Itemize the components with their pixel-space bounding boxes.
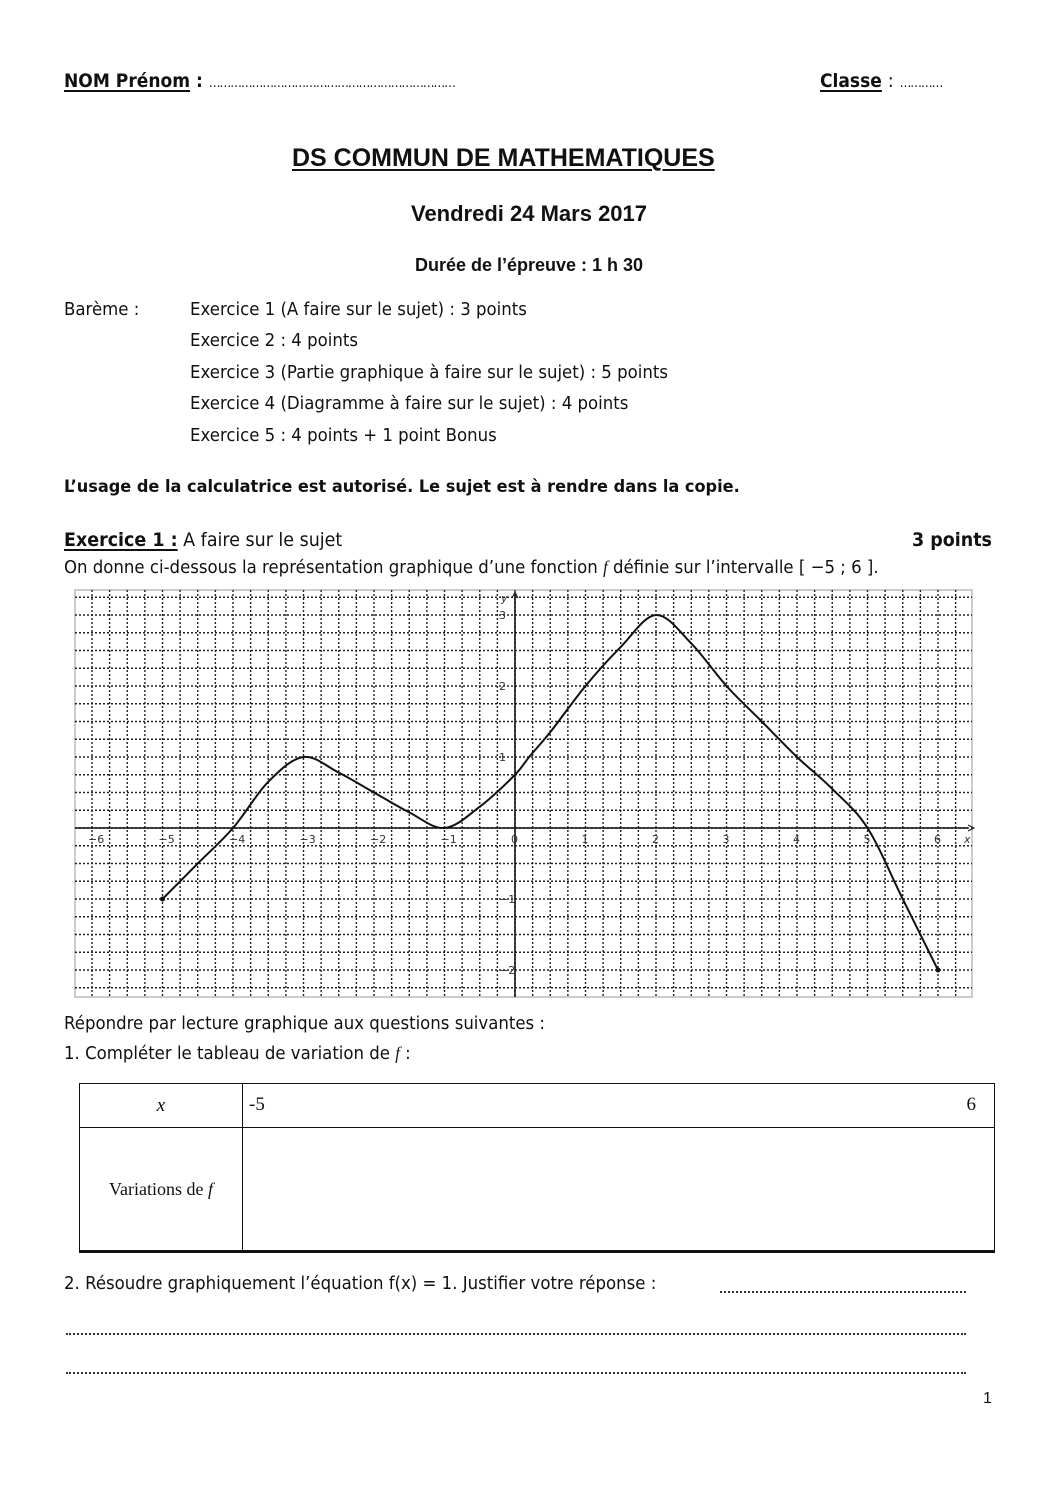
svg-text:−1: −1 <box>440 833 457 846</box>
svg-text:3: 3 <box>722 833 730 846</box>
svg-text:−1: −1 <box>499 893 516 906</box>
bareme-item: Exercice 4 (Diagramme à faire sur le sujet) : 4 points <box>190 393 629 414</box>
bareme-item: Exercice 3 (Partie graphique à faire sur le sujet) : 5 points <box>190 362 668 383</box>
name-input-dots[interactable]: …………………………………………………………… <box>208 76 455 91</box>
answer-line[interactable] <box>66 1370 966 1374</box>
exam-date: Vendredi 24 Mars 2017 <box>410 201 648 226</box>
variations-answer-cell[interactable] <box>243 1128 995 1252</box>
svg-text:2: 2 <box>499 680 506 693</box>
bareme-item: Exercice 5 : 4 points + 1 point Bonus <box>190 425 497 446</box>
svg-text:x: x <box>964 833 971 846</box>
x-start-value: -5 <box>249 1094 265 1115</box>
svg-text:−2: −2 <box>499 964 516 977</box>
class-label: Classe <box>820 70 882 92</box>
class-input-dots[interactable]: ………… <box>899 76 943 91</box>
graph-tick-labels <box>88 592 971 977</box>
question-1-colon: : <box>399 1043 411 1064</box>
question-2: 2. Résoudre graphiquement l’équation f(x) = 1. Justifier votre réponse : <box>64 1273 657 1294</box>
svg-text:4: 4 <box>793 833 800 846</box>
variation-table <box>79 1083 995 1253</box>
bareme-item: Exercice 2 : 4 points <box>190 330 358 351</box>
svg-text:3: 3 <box>499 609 506 622</box>
svg-text:1: 1 <box>581 833 589 846</box>
function-f: f <box>207 1178 213 1199</box>
instructions-text: Répondre par lecture graphique aux questions suivantes : <box>64 1013 546 1034</box>
svg-text:1: 1 <box>499 751 506 764</box>
answer-line[interactable] <box>66 1331 966 1335</box>
answer-line[interactable] <box>720 1289 966 1293</box>
svg-text:−2: −2 <box>370 833 387 846</box>
class-colon: : <box>887 70 894 92</box>
variations-row-header <box>80 1128 243 1252</box>
intro-interval: définie sur l’intervalle [ −5 ; 6 ]. <box>607 557 879 578</box>
svg-text:−6: −6 <box>88 833 105 846</box>
svg-text:−4: −4 <box>229 833 246 846</box>
x-values-cell[interactable] <box>243 1084 995 1128</box>
page-title: DS COMMUN DE MATHEMATIQUES <box>292 144 715 172</box>
bareme-item: Exercice 1 (A faire sur le sujet) : 3 points <box>190 299 527 320</box>
intro-text: On donne ci-dessous la représentation graphique d’une fonction <box>64 557 604 578</box>
x-end-value: 6 <box>966 1094 976 1115</box>
name-colon: : <box>196 70 203 92</box>
function-curve <box>163 615 939 970</box>
exercise-1-subtitle: A faire sur le sujet <box>183 529 343 551</box>
svg-text:0: 0 <box>511 833 518 846</box>
question-1-text: 1. Compléter le tableau de variation de <box>64 1043 396 1064</box>
svg-text:y: y <box>501 592 508 605</box>
exercise-1-label: Exercice 1 : <box>64 529 178 551</box>
function-f: f <box>603 557 608 577</box>
exercise-1-points: 3 points <box>912 529 992 551</box>
x-row-header: x <box>80 1084 243 1128</box>
variations-label: Variations de <box>109 1178 208 1199</box>
question-1 <box>64 1043 411 1064</box>
svg-text:−5: −5 <box>158 833 175 846</box>
name-label: NOM Prénom <box>64 70 191 92</box>
svg-text:−3: −3 <box>299 833 316 846</box>
svg-text:6: 6 <box>934 833 941 846</box>
page-number: 1 <box>983 1390 992 1407</box>
function-f: f <box>395 1043 400 1063</box>
svg-text:2: 2 <box>652 833 659 846</box>
bareme-label: Barème : <box>64 299 140 320</box>
calculator-notice: L’usage de la calculatrice est autorisé. Le sujet est à rendre dans la copie. <box>64 477 740 497</box>
exam-duration: Durée de l’épreuve : 1 h 30 <box>414 255 644 275</box>
svg-text:5: 5 <box>863 833 871 846</box>
